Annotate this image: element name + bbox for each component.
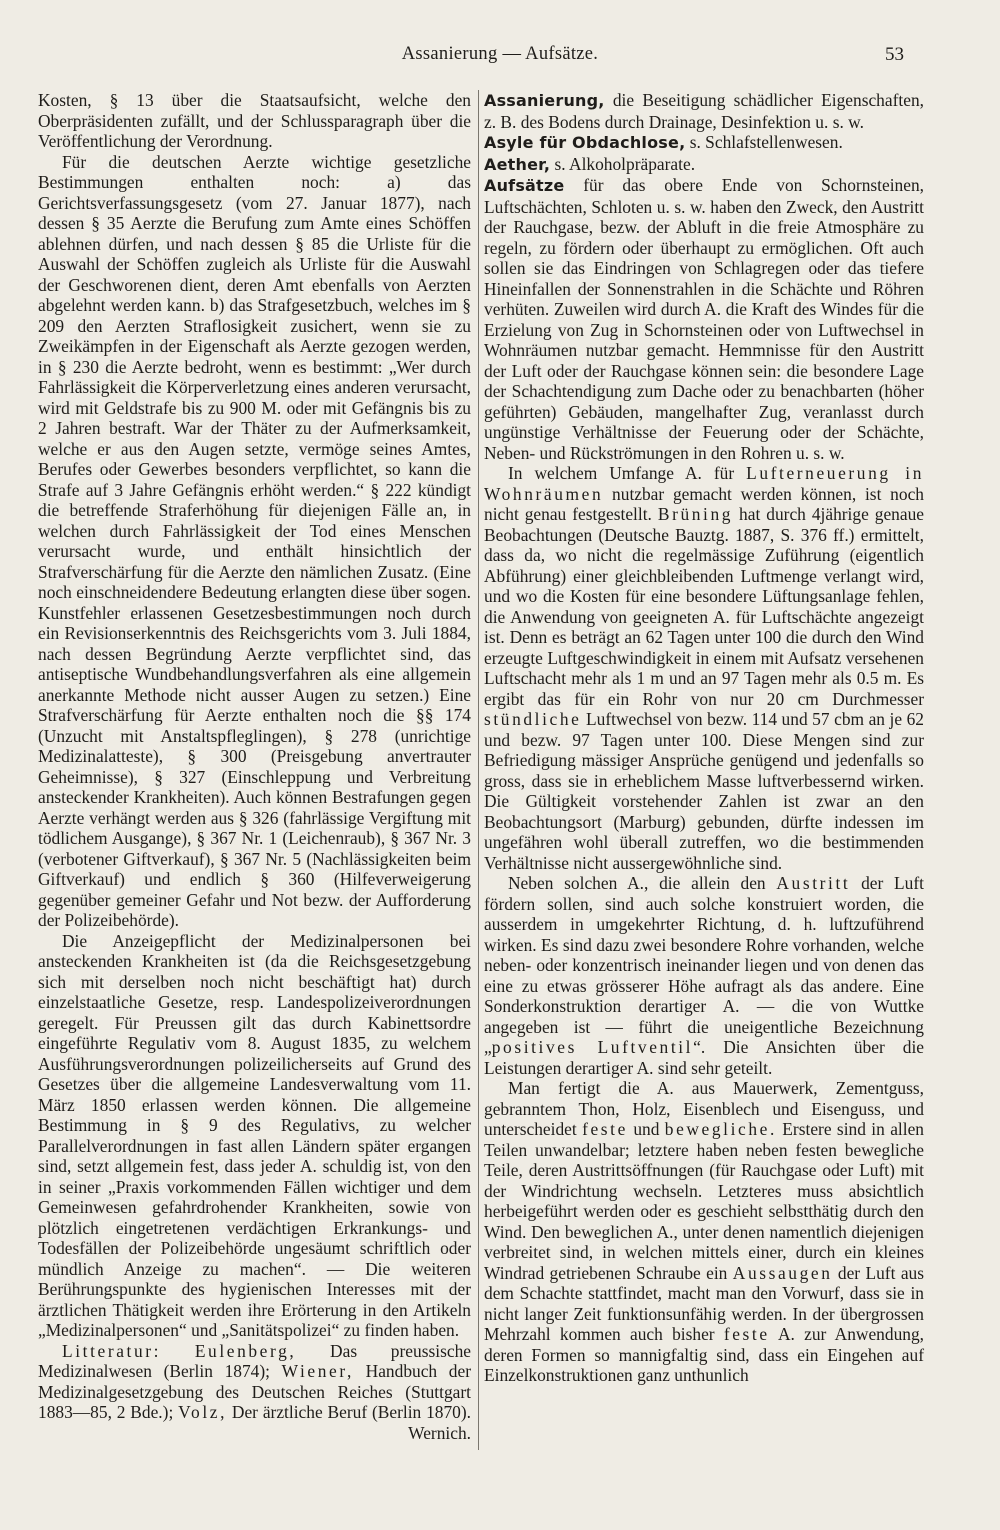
entry-headword: Asyle für Obdachlose, [484, 133, 686, 152]
text-run: Neben solchen A., die allein den [508, 873, 777, 893]
paragraph: Kosten, § 13 über die Staatsaufsicht, welche den Oberpräsidenten zufällt, und der Schlussparagraph über die Veröffentlichung der Verordnung. [38, 90, 471, 151]
text-run: der Luft fördern sollen, sind auch solche konstruiert worden, die ausserdem in umgekehrter Richtung, d. h. luftzuführend wirken. Es sind dazu zwei besondere Rohre vorhanden, welche neben- oder konzentrisch ineinander liegen und von denen das eine zu etwas grösserer Höhe aufragt als das andere. Eine Sonderkonstruktion derartiger A. — die von Wuttke angegeben ist — führt die uneigentliche Bezeichnung „ [484, 873, 925, 1057]
literature-text: Der ärztliche Beruf (Berlin 1870). [227, 1402, 471, 1422]
entry-aufsaetze [484, 175, 924, 463]
entry-asyle [484, 132, 924, 154]
literature-author: Volz, [178, 1402, 228, 1422]
text-run: der Luft aus dem Schachte stattfindet, macht man den Vorwurf, dass sie in nicht langer Zeit funktionsunfähig werden. In der übergrossen Mehrzahl kommen auch bisher [484, 1262, 924, 1344]
literature-label: Litteratur: [62, 1340, 162, 1361]
entry-headword: Assanierung, [484, 91, 605, 110]
spaced-term: bewegliche. [664, 1119, 777, 1139]
spaced-term: Lufterneuerung in Wohnräumen [484, 463, 924, 504]
page-number: 53 [885, 44, 904, 65]
paragraph: Die Anzeigepflicht der Medizinalpersonen bei ansteckenden Krankheiten ist (da die Reichsgesetzgebung sich mit derselben noch nicht beschäftigt hat) durch einzelstaatliche Gesetze, resp. Landespolizeiverordnungen geregelt. Für Preussen gilt das durch Kabinettsordre eingeführte Regulativ vom 8. August 1835, zu welchem Ausführungsverordnungen polizeilicherseits auf Grund des Gesetzes über die allgemeine Landesverwaltung vom 11. März 1850 erlassen werden können. Die allgemeine Bestimmung in § 9 des Regulativs, zu welcher Parallelverordnungen in fast allen Ländern später ergangen sind, setzt allgemein fest, dass jeder A. schuldig ist, von den in seiner „Praxis vorkommenden Fällen wichtiger und dem Gemeinwesen gefahrdrohender Krankheiten, sowie von plötzlich eingetretenen verdächtigen Erkrankungs- und Todesfällen der Polizeibehörde ungesäumt schriftlich oder mündlich Anzeige zu machen“. — Die weiteren Berührungspunkte des hygienischen Interesses mit der ärztlichen Thätigkeit werden ihre Erörterung in den Artikeln „Medizinalpersonen“ und „Sanitätspolizei“ zu finden haben. [38, 930, 471, 1340]
right-column [484, 90, 924, 1386]
text-run: A. zur Anwendung, deren Formen so mannigfaltig sind, dass ein Eingehen auf Einzelkonstruktionen ganz unthunlich [484, 1324, 924, 1385]
text-run: Luftwechsel von bezw. 114 und 57 cbm an je 62 und bezw. 97 Tagen unter 100. Diese Mengen sind zur Befriedigung mässiger Ansprüche genügend und jedenfalls so gross, dass sie in erheblichem Masse luftverbessernd wirken. Die Gültigkeit vorstehender Zahlen ist zwar an den Beobachtungsort (Marburg) gebunden, dürfte indessen im ungefähren wohl überall zutreffen, wo die bestimmenden Verhältnisse nicht aussergewöhnliche sind. [484, 709, 924, 873]
spaced-term: feste [582, 1119, 628, 1139]
entry-aether [484, 154, 924, 176]
paragraph [484, 463, 924, 873]
column-divider [478, 90, 479, 1450]
text-run: nutzbar gemacht werden können, ist noch nicht genau festgestellt. [484, 483, 924, 524]
entry-text: die Beseitigung schädlicher Eigenschaften, z. B. des Bodens durch Drainage, Desinfektion u. s. w. [484, 90, 924, 132]
page-header [0, 44, 1000, 70]
spaced-term: feste [723, 1324, 770, 1344]
literature-author: Wiener, [281, 1361, 354, 1381]
text-run: hat durch 4jährige genaue Beobachtungen (Deutsche Bauztg. 1887, S. 376 ff.) ermittelt, dass da, wo nicht die regelmässige Zuführung (eigentlich Abführung) einer gleichbleibenden Luftmenge verlangt wird, und wo die Kosten für eine besondere Lüftungsanlage fehlen, die Anwendung von geeigneten A. für Luftschächte angezeigt ist. Denn es beträgt an 62 Tagen unter 100 die durch den Wind erzeugte Luftgeschwindigkeit in einem mit Aufsatz versehenen Luftschacht mehr als 1 m und an 97 Tagen mehr als 0.5 m. Es ergibt das für ein Rohr von nur 20 cm Durchmesser [484, 504, 925, 709]
paragraph: Für die deutschen Aerzte wichtige gesetzliche Bestimmungen enthalten noch: a) das Gerichtsverfassungsgesetz (vom 27. Januar 1877), nach dessen § 35 Aerzte die Berufung zum Amte eines Schöffen ablehnen dürfen, und nach dessen § 85 die Urliste für die Auswahl der Schöffen zugleich als Urliste für die Auswahl der Geschworenen dient, deren Amt ebenfalls von Aerzten abgelehnt werden kann. b) das Strafgesetzbuch, welches im § 209 den Aerzten Straflosigkeit zusichert, wenn sie zu Zweikämpfen in der Eigenschaft als Aerzte gezogen werden, in § 230 die Aerzte bedroht, wenn es bestimmt: „Wer durch Fahrlässigkeit die Körperverletzung eines anderen verursacht, wird mit Geldstrafe bis zu 900 M. oder mit Gefängnis bis zu 2 Jahren bestraft. War der Thäter zu der Aufmerksamkeit, welche er aus den Augen setzte, vermöge seines Amtes, Berufes oder Gewerbes besonders verpflichtet, so kann die Strafe auf 3 Jahre Gefängnis erhöht werden.“ § 222 kündigt die betreffende Straferhöhung für diejenigen Fälle an, in welchen durch Fahrlässigkeit der Tod eines Menschen verursacht wurde, und enthält hinsichtlich der Strafverschärfung für die Aerzte den nämlichen Zusatz. (Eine noch einschneidendere Bedeutung erlangten diese über sogen. Kunstfehler erlassenen Gesetzesbestimmungen noch durch ein Revisionserkenntnis des Reichsgerichts vom 3. Juli 1884, nach dessen Begründung Aerzte verpflichtet sind, das antiseptische Wundbehandlungsverfahren als eine allgemein anerkannte Methode nicht ausser Augen zu setzen.) Eine Strafverschärfung für Aerzte enthalten noch die §§ 174 (Unzucht mit Anstaltspfleglingen), § 278 (unrichtige Medizinalatteste), § 300 (Preisgebung anvertrauter Geheimnisse), § 327 (Einschleppung und Verbreitung ansteckender Krankheiten). Auch können Bestrafungen gegen Aerzte verhängt werden aus § 326 (fahrlässige Vergiftung mit tödlichem Ausgange), § 367 Nr. 1 (Leichenraub), § 367 Nr. 3 (verbotener Giftverkauf), § 367 Nr. 5 (Nachlässigkeiten beim Giftverkauf) und endlich § 360 (Hilfeverweigerung gegenüber gemeiner Gefahr und Not bezw. der Aufforderung der Polizeibehörde). [38, 151, 471, 930]
entry-text: für das obere Ende von Schornsteinen, Luftschächten, Schloten u. s. w. haben den Zweck, den Austritt der Rauchgase, bezw. der Abluft in die freie Atmosphäre zu regeln, zu fördern oder überhaupt zu ermöglichen. Oft auch sollen sie das Eindringen von Schlagregen oder das tiefere Hineinfallen der Sonnenstrahlen in die Schächte und Röhren verhüten. Zuweilen wird durch A. die Kraft des Windes für die Erzielung von Zug in Schornsteinen oder von Luftwechsel in Wohnräumen nutzbar gemacht. Hemmnisse für den Austritt der Luft oder der Rauchgase können sein: die besondere Lage der Schachtendigung zum Dache oder zu benachbarten (höher geführten) Gebäuden, mangelhafter Zug, veranlasst durch ungünstige Verhältnisse der Feuerung oder der Schächte, Neben- und Rückströmungen in den Rohren u. s. w. [484, 175, 924, 463]
text-run: Man fertigt die A. aus Mauerwerk, Zementguss, gebranntem Thon, Holz, Eisenblech und Eisenguss, und unterscheidet [484, 1078, 924, 1139]
running-title: Assanierung — Aufsätze. [401, 44, 599, 64]
text-run: Erstere sind in allen Teilen unwandelbar; letztere haben neben festen bewegliche Teile, deren Austrittsöffnungen (für Rauchgase oder Luft) mit der Windrichtung wechseln. Letzteres muss absichtlich herbeigeführt werden oder es geschieht selbstthätig durch den Wind. Den beweglichen A., unter denen namentlich diejenigen verbreitet sind, in welchen mittels einer, durch ein kleines Windrad getriebenen Schraube ein [484, 1119, 924, 1283]
text-run: und [627, 1119, 665, 1139]
spaced-term: Brüning [657, 504, 734, 524]
entry-text: s. Schlafstellenwesen. [685, 132, 843, 152]
text-run: “. Die Ansichten über die Leistungen derartiger A. sind sehr geteilt. [484, 1037, 924, 1078]
spaced-term: Austritt [776, 873, 851, 893]
left-column [38, 90, 471, 1464]
entry-text: s. Alkoholpräparate. [550, 153, 696, 174]
paragraph [484, 873, 924, 1078]
spaced-term: stündliche [484, 709, 582, 729]
paragraph [484, 1078, 924, 1386]
entry-assanierung [484, 90, 924, 132]
literature-text: Handbuch der Medizinalgesetzgebung des Deutschen Reiches (Stuttgart 1883—85, 2 Bde.); [38, 1361, 472, 1422]
literature-paragraph [38, 1341, 471, 1464]
literature-text: Das preussische Medizinalwesen (Berlin 1874); [38, 1340, 471, 1381]
spaced-term: positives Luftventil [491, 1037, 694, 1057]
spaced-term: Aussaugen [732, 1262, 833, 1283]
entry-headword: Aufsätze [484, 176, 565, 195]
literature-author: Eulenberg, [194, 1340, 297, 1361]
text-run: In welchem Umfange A. für [508, 463, 747, 483]
author-signature: Wernich. [408, 1422, 471, 1443]
entry-headword: Aether, [484, 154, 551, 174]
